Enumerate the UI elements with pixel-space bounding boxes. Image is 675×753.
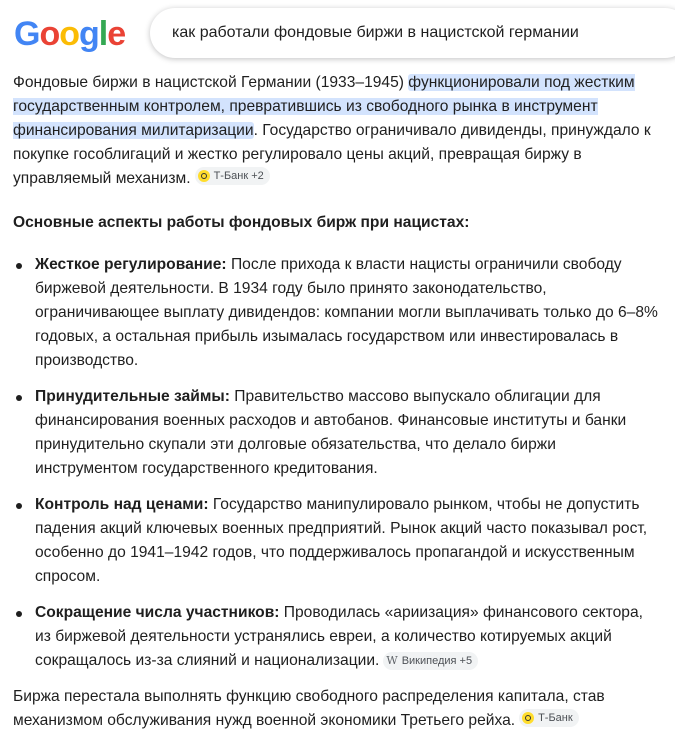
list-item xyxy=(13,253,663,373)
list-item xyxy=(13,493,663,589)
list-item xyxy=(13,385,663,481)
bullet-icon xyxy=(16,503,22,509)
intro-paragraph xyxy=(13,71,663,191)
google-logo[interactable] xyxy=(14,14,125,54)
logo-letter: e xyxy=(107,15,126,53)
aspect-text: Государство манипулировало рынком, чтобы не допустить падения акций ключевых военных предприятий. Рынок акций часто показывал рост, особенно до 1941–1942 годов, что поддерживалось пропагандой и искусственным спросом. xyxy=(35,496,648,585)
section-heading: Основные аспекты работы фондовых бирж при нацистах: xyxy=(13,214,470,231)
logo-letter: G xyxy=(14,15,40,53)
search-query-text[interactable]: как работали фондовые биржи в нацистской германии xyxy=(172,24,579,41)
aspect-text: Правительство массово выпускало облигации для финансирования военных расходов и автобанов. Финансовые институты и банки принудительно скупали эти долговые обязательства, что делало биржи инструментом государственного кредитования. xyxy=(35,388,627,477)
source-chip[interactable] xyxy=(195,167,270,185)
list-item xyxy=(13,601,663,673)
source-chip-label: Т-Банк +2 xyxy=(213,170,264,182)
outro-paragraph xyxy=(13,685,663,733)
intro-text-after: . Государство ограничивало дивиденды, принуждало к покупке гособлигаций и жестко регулировало цены акций, превращая биржу в управляемый механизм. xyxy=(13,122,651,187)
search-header xyxy=(0,0,675,72)
source-chip-label: Т-Банк xyxy=(538,712,573,724)
bullet-icon xyxy=(16,263,22,269)
source-chip[interactable] xyxy=(519,709,579,727)
source-chip-label: Википедия +5 xyxy=(401,655,473,667)
aspect-term: Принудительные займы: xyxy=(35,388,230,405)
logo-letter: l xyxy=(98,15,108,53)
aspects-list xyxy=(13,253,663,673)
source-chip[interactable] xyxy=(383,652,478,670)
tbank-icon xyxy=(522,712,534,724)
aspect-term: Жесткое регулирование: xyxy=(35,256,227,273)
search-input[interactable] xyxy=(150,8,675,58)
intro-text: Фондовые биржи в нацистской Германии (1933–1945) xyxy=(13,74,409,91)
ai-overview xyxy=(13,71,663,733)
bullet-icon xyxy=(16,395,22,401)
outro-text: Биржа перестала выполнять функцию свободного распределения капитала, став механизмом обслуживания нужд военной экономики Третьего рейха. xyxy=(13,688,605,729)
aspect-text: Проводилась «ариизация» финансового сектора, из биржевой деятельности устранялись евреи, а количество котируемых акций сокращалось из-за слияний и национализации. xyxy=(35,604,643,669)
aspect-term: Сокращение числа участников: xyxy=(35,604,280,621)
logo-letter: g xyxy=(79,15,99,53)
logo-letter: o xyxy=(39,15,60,53)
wikipedia-icon: W xyxy=(386,654,398,667)
logo-letter: o xyxy=(59,15,80,53)
aspect-term: Контроль над ценами: xyxy=(35,496,209,513)
bullet-icon xyxy=(16,611,22,617)
tbank-icon xyxy=(198,170,210,182)
aspect-text: После прихода к власти нацисты ограничили свободу биржевой деятельности. В 1934 году было принято законодательство, ограничивающее выплату дивидендов: компании могли выплачивать только до 6–8% годовых, а остальная прибыль изымалась государством или инвестировалась в производство. xyxy=(35,256,658,369)
intro-highlight: функционировали под жестким государственным контролем, превратившись из свободного рынка в инструмент финансирования милитаризации xyxy=(13,74,635,139)
